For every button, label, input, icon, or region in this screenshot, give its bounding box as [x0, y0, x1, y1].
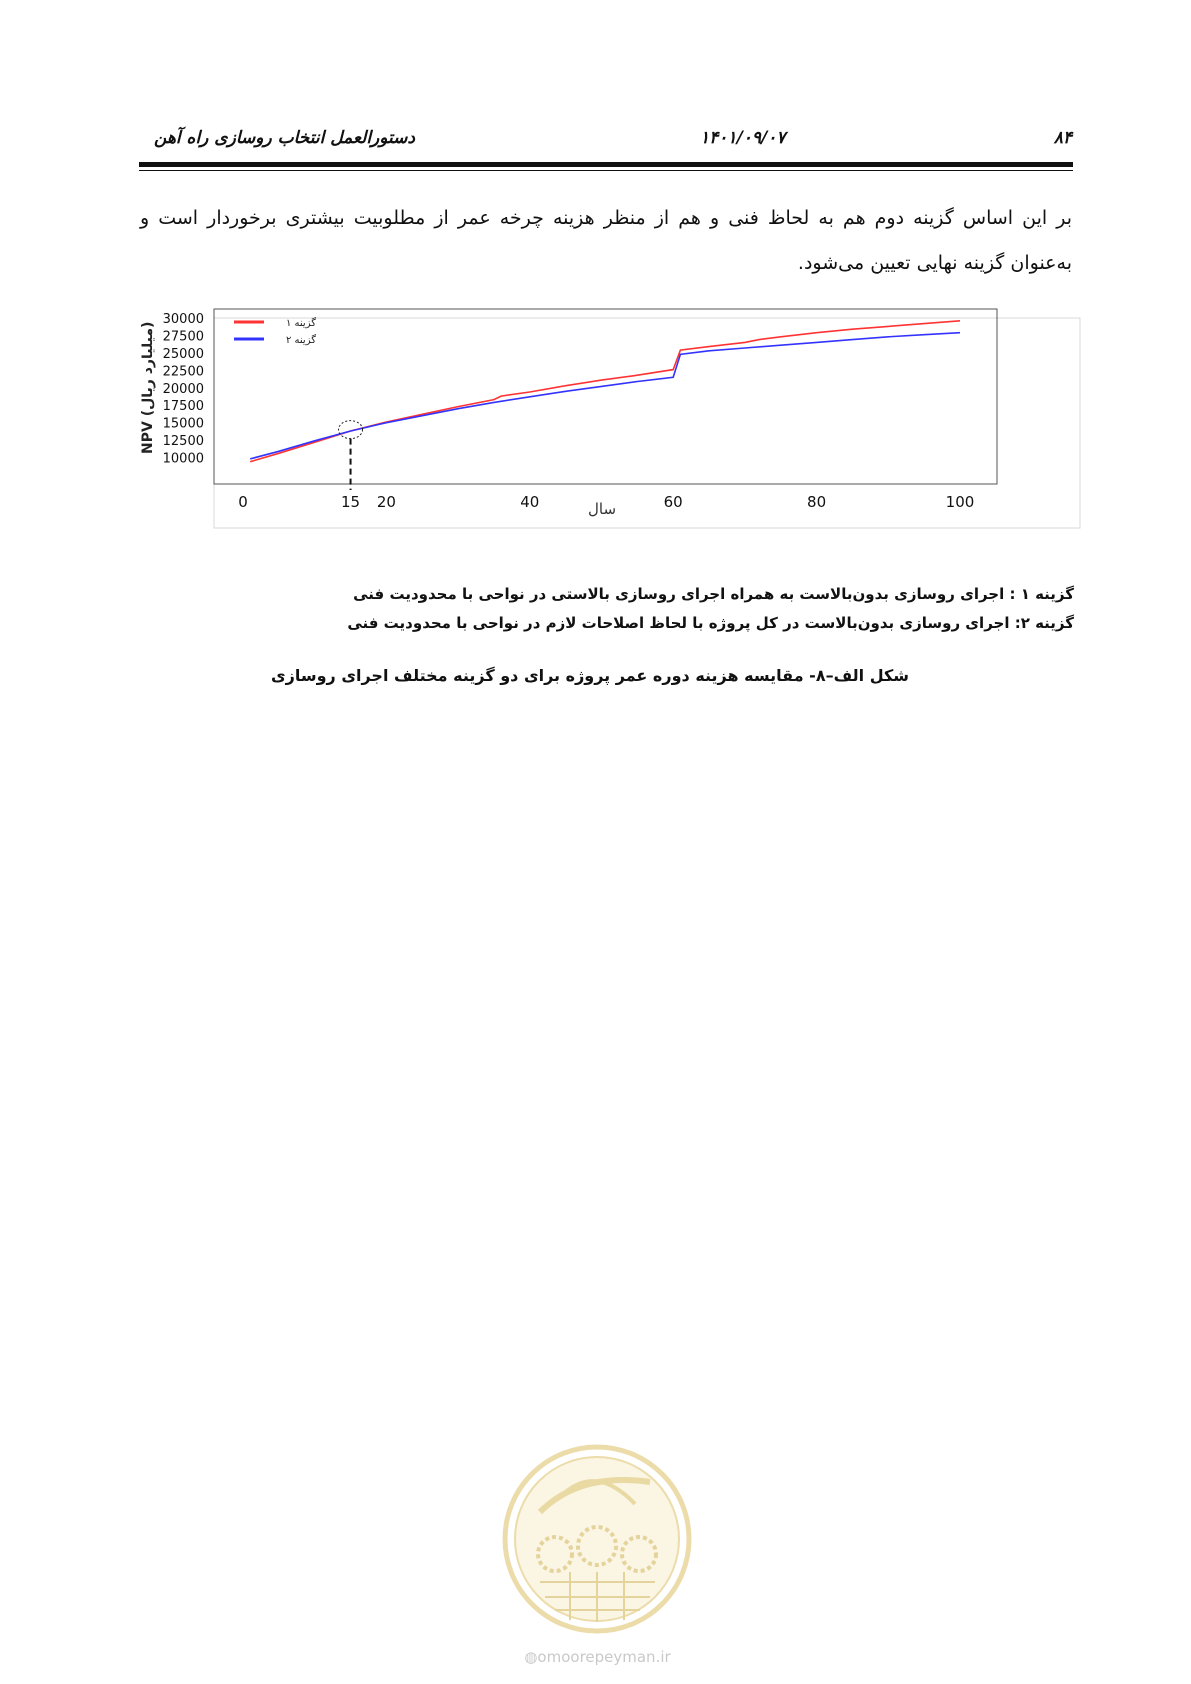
option-1-description: گزینه ۱ : اجرای روسازی بدون‌بالاست به همراه اجرای روسازی بالاستی در نواحی با محدودیت فنی	[353, 585, 1074, 603]
y-tick-label: 27500	[162, 329, 204, 345]
page-number: ۸۴	[1053, 128, 1072, 148]
option-descriptions	[300, 580, 1074, 638]
seal-logo-svg	[500, 1442, 695, 1637]
legend-label-1: گزینه ۱	[286, 318, 316, 329]
x-tick-label: 40	[520, 493, 540, 511]
watermark-text: omoorepeyman.ir	[537, 1648, 671, 1666]
page-header	[140, 128, 1072, 156]
x-tick-label: 60	[663, 493, 683, 511]
header-date: ۱۴۰۱/۰۹/۰۷	[700, 128, 786, 148]
y-tick-label: 22500	[162, 364, 204, 380]
body-paragraph: بر این اساس گزینه دوم هم به لحاظ فنی و هم از منظر هزینه چرخه عمر از مطلوبیت بیشتری برخوردار است و به‌عنوان گزینه نهایی تعیین می‌شود.	[140, 207, 1072, 274]
x-tick-label: 100	[945, 493, 975, 511]
npv-chart	[140, 312, 1080, 558]
x-tick-label: 0	[238, 493, 248, 511]
y-axis-label: NPV (میلیارد ریال)	[140, 321, 156, 454]
y-tick-label: 10000	[162, 451, 204, 467]
y-tick-label: 25000	[162, 346, 204, 362]
y-tick-label: 17500	[162, 399, 204, 415]
website-watermark	[500, 1648, 695, 1666]
y-tick-label: 20000	[162, 381, 204, 397]
x-tick-label: 80	[807, 493, 827, 511]
globe-icon: ◍	[524, 1648, 538, 1666]
figure-caption: شکل الف–۸- مقایسه هزینه دوره عمر پروژه برای دو گزینه مختلف اجرای روسازی	[270, 666, 910, 685]
header-rule-thin	[139, 170, 1073, 171]
npv-chart-svg	[140, 312, 1080, 558]
y-tick-label: 15000	[162, 416, 204, 432]
y-tick-label: 30000	[162, 312, 204, 327]
header-rule-thick	[139, 162, 1073, 167]
seal-logo	[500, 1442, 695, 1637]
y-axis-ticks	[163, 312, 204, 467]
document-title: دستورالعمل انتخاب روسازی راه آهن	[154, 128, 415, 148]
x-tick-label: 20	[376, 493, 396, 511]
x-tick-label: 15	[341, 493, 361, 511]
legend-label-2: گزینه ۲	[286, 335, 316, 346]
y-tick-label: 12500	[162, 434, 204, 450]
x-axis-label: سال	[587, 500, 617, 518]
option-2-description: گزینه ۲: اجرای روسازی بدون‌بالاست در کل پروژه با لحاظ اصلاحات لازم در نواحی با محدودیت فنی	[347, 614, 1074, 632]
